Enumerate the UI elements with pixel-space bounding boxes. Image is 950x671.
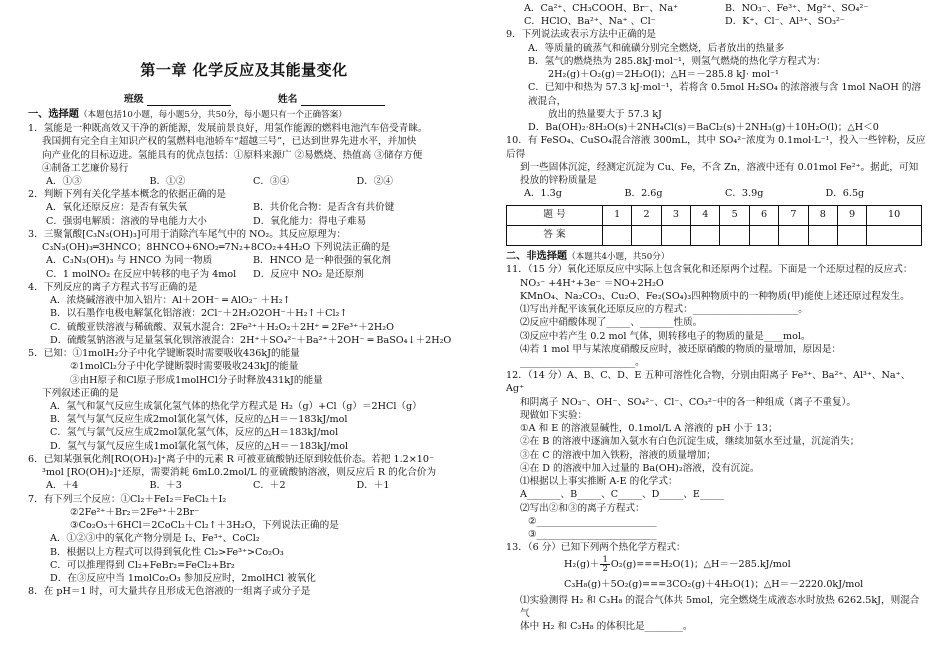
question-line: 到一些固体沉淀，经测定沉淀为 Cu、Fe，不含 Zn，溶液中还有 0.01mol Fe²⁺。据此，可知 (520, 161, 919, 173)
option-row (28, 268, 460, 281)
class-field[interactable] (147, 95, 231, 106)
question-line: NO₃⁻ +4H⁺+3e⁻ ＝NO+2H₂O (520, 277, 664, 289)
option-row (506, 15, 926, 28)
question-line: ⑵反应中硝酸体现了_____、_______性质。 (520, 317, 703, 329)
option-choice: D．6.5g (825, 188, 865, 200)
option-choice: C．强弱电解质：溶液的导电能力大小 (46, 215, 207, 227)
question-line: C₃N₃(OH)₃═3HNCO；8HNCO+6NO₂═7N₂+8CO₂+4H₂O 下列说法正确的是 (42, 242, 391, 254)
answer-table-number: 9 (837, 205, 866, 225)
option-choice: D．②④ (356, 176, 393, 187)
answer-cell[interactable] (808, 225, 837, 245)
question-line: 投放的锌粉质量是 (520, 175, 597, 187)
name-field[interactable] (301, 95, 385, 106)
question-line: 13．（6 分）已知下列两个热化学方程式： (506, 542, 686, 554)
answer-cell[interactable] (661, 225, 690, 245)
answer-table (506, 205, 922, 246)
eq1-fraction (600, 556, 609, 574)
question-line: A．浓烧碱溶液中加入铝片：Al＋2OH⁻ ═ AlO₂⁻ ＋H₂↑ (50, 295, 291, 307)
question-line: C．硫酸亚铁溶液与稀硫酸、双氧水混合：2Fe²⁺＋H₂O₂＋2H⁺ ═ 2Fe³⁺＋2H₂O (50, 321, 394, 333)
left-questions (28, 122, 460, 598)
section1-note: （本题包括10小题，每小题5分，共50分，每小题只有一个正确答案） (78, 110, 347, 121)
answer-table-number: 4 (691, 205, 720, 225)
question-line: ③在 C 的溶液中加入铁粉，溶液的质量增加； (520, 449, 716, 461)
question-line: 3．三聚氰酸[C₃N₃(OH)₃]可用于消除汽车尾气中的 NO₂。其反应原理为： (28, 228, 346, 240)
answer-table-number: 1 (603, 205, 632, 225)
right-column (506, 0, 926, 633)
question-line: C．已知中和热为 57.3 kJ·mol⁻¹，若将含 0.5mol H₂SO₄ 的浓溶液与含 1mol NaOH 的溶液混合， (528, 82, 922, 107)
option-choice: A．C₃N₃(OH)₃ 与 HNCO 为同一物质 (46, 255, 213, 267)
section2-title: 二、非选择题 (506, 249, 568, 262)
answer-cell[interactable] (867, 225, 922, 245)
q13-part1-line1: ⑴实验测得 H₂ 和 C₃H₈ 的混合气体共 5mol，完全燃烧生成液态水时放热 6262.5kJ，则混合气 (520, 594, 920, 619)
question-line: A．①②③中的氧化产物分别是 I₂、Fe³⁺、CoCl₂ (50, 533, 260, 545)
option-choice: C．3.9g (725, 188, 764, 200)
question-line: ②在 B 的溶液中逐滴加入氨水有白色沉淀生成，继续加氨水至过量，沉淀消失； (520, 436, 860, 448)
option-choice: A．①③ (46, 176, 82, 187)
question-line: A．等质量的硫蒸气和硫磺分别完全燃烧，后者放出的热量多 (528, 42, 785, 54)
name-label: 姓名 (277, 93, 298, 105)
question-line: 6．已知某强氧化剂[RO(OH)₂]⁺离子中的元素 R 可被亚硫酸钠还原到较低价态。若把 1.2×10⁻ (28, 453, 435, 465)
question-line: 2．判断下列有关化学基本概念的依据正确的是 (28, 189, 226, 201)
page-title: 第一章 化学反应及其能量变化 (140, 61, 348, 79)
option-choice: C．HClO、Ba²⁺、Na⁺ 、Cl⁻ (524, 16, 656, 28)
answer-table-number: 7 (779, 205, 808, 225)
section1-title: 一、选择题 (28, 108, 79, 121)
right-questions-top (506, 2, 926, 201)
question-line: ③由H原子和Cl原子形成1molHCl分子时释放431kJ的能量 (70, 374, 323, 386)
option-row (28, 479, 460, 492)
question-line: 下列叙述正确的是 (42, 387, 119, 399)
question-line: 11．（15 分）氧化还原反应中实际上包含氧化和还原两个过程。下面是一个还原过程的反应式： (506, 264, 913, 276)
question-line: ④制备工艺廉价易行 (42, 162, 129, 174)
question-line: C．氢气与氯气反应生成2mol氯化氢气体，反应的△H＝183kJ/mol (50, 427, 339, 439)
option-choice: A．＋4 (46, 480, 79, 492)
option-row (506, 2, 926, 15)
option-row (28, 254, 460, 267)
question-line: D．硫酸氢钠溶液与足量氢氧化钡溶液混合：2H⁺＋SO₄²⁻＋Ba²⁺＋2OH⁻ ═ BaSO₄↓＋2H₂O (50, 334, 452, 346)
option-choice: B．2.6g (624, 188, 663, 200)
option-choice: B．＋3 (149, 480, 182, 492)
option-row (28, 215, 460, 228)
option-choice: C．＋2 (253, 480, 286, 492)
section1-heading (28, 107, 460, 122)
question-line: 现做如下实验： (520, 409, 588, 421)
question-line: ⑴根据以上事实推断 A-E 的化学式： (520, 476, 678, 488)
question-line: B．氢气的燃烧热为 285.8kJ·mol⁻¹，则氢气燃烧的热化学方程式为： (528, 55, 826, 67)
question-line: 放出的热量要大于 57.3 kJ (548, 108, 662, 120)
question-line: 10．有 FeSO₄、CuSO₄混合溶液 300mL，其中 SO₄²⁻浓度为 0.1mol·L⁻¹，投入一些锌粉，反应后得 (506, 135, 926, 160)
answer-cell[interactable] (603, 225, 632, 245)
eq1-post: O₂(g)===H₂O(1)；△H＝－285.kJ/mol (610, 558, 791, 570)
option-choice: A．氧化还原反应：是否有氧失氧 (46, 202, 188, 214)
option-choice: C．③④ (253, 176, 290, 187)
question-line: 向产业化的目标迈进。氢能具有的优点包括：①原料来源广 ②易燃烧、热值高 ③储存方便 (42, 149, 423, 161)
answer-cell[interactable] (779, 225, 808, 245)
option-row (28, 201, 460, 214)
answer-cell[interactable] (749, 225, 778, 245)
option-choice: D．反应中 NO₂ 是还原剂 (253, 268, 364, 280)
question-line: ⑷若 1 mol 甲与某浓度硝酸反应时，被还原硝酸的物质的量增加，原因是： (520, 343, 842, 355)
q13-part1-line2: 体中 H₂ 和 C₃H₈ 的体积比是________。 (520, 621, 693, 633)
question-line: 4．下列反应的离子方程式书写正确的是 (28, 281, 198, 293)
question-line: D．氢气与氯气反应生成1mol氯化氢气体，反应的△H＝－183kJ/mol (50, 440, 349, 452)
question-line: 12．（14 分）A、B、C、D、E 五种可溶性化合物，分别由阳离子 Fe³⁺、Ba²⁺、Al³⁺、Na⁺、Ag⁺ (506, 370, 911, 395)
option-choice: C．1 molNO₂ 在反应中转移的电子为 4mol (46, 268, 237, 280)
question-line: B．以石墨作电极电解氯化铝溶液：2Cl⁻＋2H₂O2OH⁻＋H₂↑＋Cl₂↑ (50, 308, 348, 320)
option-choice: D．氧化能力：得电子难易 (253, 215, 367, 227)
answer-table-header-label: 题 号 (507, 205, 603, 225)
answer-table-number: 8 (808, 205, 837, 225)
question-line: ³mol [RO(OH)₂]⁺还原，需要消耗 6mL0.2mol/L 的亚硫酸钠溶液，则反应后 R 的化合价为 (42, 467, 437, 479)
thermo-equation-2: C₃H₈(g)＋5O₂(g)===3CO₂(g)＋4H₂O(1)；△H＝－2220.0kJ/mol (564, 578, 864, 590)
answer-cell[interactable] (632, 225, 661, 245)
answer-table-number: 2 (632, 205, 661, 225)
option-choice: A．1.3g (524, 188, 562, 200)
class-name-line (124, 93, 460, 107)
question-line: ⑴写出并配平该氧化还原反应的方程式：______________________。 (520, 304, 808, 316)
answer-table-number-row (507, 205, 922, 225)
question-line: 8．在 pH＝1 时，可大量共存且形成无色溶液的一组离子或分子是 (28, 586, 311, 598)
answer-table-number: 5 (720, 205, 749, 225)
question-line: 7．有下列三个反应：①Cl₂＋FeI₂＝FeCl₂＋I₂ (28, 493, 227, 505)
left-column (28, 0, 460, 599)
question-line: 1．氢能是一种既高效又干净的新能源，发展前景良好，用氢作能源的燃料电池汽车倍受青睐。 (28, 123, 428, 135)
question-line: ③_________________________ (528, 529, 657, 541)
question-line: B．氢气与氯气反应生成2mol氯化氢气体，反应的△H＝－183kJ/mol (50, 414, 348, 426)
question-line: ②1molCl₂分子中化学键断裂时需要吸收243kJ的能量 (70, 361, 299, 373)
answer-table-number: 3 (661, 205, 690, 225)
question-line: 5．已知：①1molH₂分子中化学键断裂时需要吸收436kJ的能量 (28, 348, 300, 360)
question-line: ②_________________________ (528, 515, 657, 527)
eq1-frac-den: 2 (602, 564, 608, 575)
question-line: ⑵写出②和③的离子方程式： (520, 502, 645, 514)
answer-table-number: 10 (867, 205, 922, 225)
question-line: ④在 D 的溶液中加入过量的 Ba(OH)₂溶液，没有沉淀。 (520, 462, 760, 474)
answer-table-answer-label: 答 案 (507, 225, 603, 245)
thermo-equation-1 (506, 556, 926, 574)
option-choice: D．＋1 (356, 480, 390, 492)
answer-table-answer-row (507, 225, 922, 245)
question-line: ⑶反应中若产生 0.2 mol 气体，则转移电子的物质的量是____mol。 (520, 330, 811, 342)
option-row (506, 187, 926, 200)
question-line: D．在③反应中当 1molCo₂O₃ 参加反应时，2molHCl 被氧化 (50, 573, 316, 585)
question-line: KMnO₄、Na₂CO₃、Cu₂O、Fe₂(SO₄)₃四种物质中的一种物质(甲)能使上述还原过程发生。 (520, 290, 910, 302)
question-line: A．氢气和氯气反应生成氯化氢气体的热化学方程式是 H₂（g）+Cl（g）＝2HCl（g） (50, 400, 422, 412)
option-row (28, 175, 460, 188)
answer-cell[interactable] (837, 225, 866, 245)
class-label: 班级 (124, 93, 144, 105)
question-line: D．Ba(OH)₂·8H₂O(s)＋2NH₄Cl(s)＝BaCl₂(s)＋2NH₃(g)＋10H₂O(l)；△H＜0 (528, 122, 879, 134)
question-line: B．根据以上方程式可以得到氧化性 Cl₂>Fe³⁺>Co₂O₃ (50, 546, 284, 558)
question-line: 我国拥有完全自主知识产权的氢燃料电池轿车“超越三号”，已达到世界先进水平，并加快 (42, 136, 417, 148)
answer-table-number: 6 (749, 205, 778, 225)
section2-note: （本题共4小题，共50分） (567, 251, 670, 262)
option-choice: B．①② (149, 176, 186, 187)
eq1-frac-num: 1 (602, 554, 608, 565)
question-line: A_______、B_____、C_____、D_____、E_____ (520, 489, 724, 501)
section2-heading (506, 249, 926, 264)
option-choice: B．共价化合物：是否含有共价键 (253, 202, 395, 214)
eq1-pre: H₂(g)＋ (564, 558, 600, 570)
question-line: 和阴离子 NO₃⁻、OH⁻、SO₄²⁻、Cl⁻、CO₃²⁻中的各一种组成（离子不重复）。 (520, 396, 856, 408)
question-line: C．可以推理得到 Cl₂+FeBr₂=FeCl₂+Br₂ (50, 559, 235, 571)
option-choice: A．Ca²⁺、CH₃COOH、Br⁻、Na⁺ (524, 3, 679, 14)
question-line: 2H₂(g)＋O₂(g)＝2H₂O(l)；△H＝－285.8 kJ· mol⁻¹ (548, 69, 779, 81)
answer-cell[interactable] (691, 225, 720, 245)
question-line: 9．下列说法或表示方法中正确的是 (506, 29, 657, 41)
question-line: ①A 和 E 的溶液显碱性，0.1mol/L A 溶液的 pH 小于 13； (520, 423, 778, 435)
answer-cell[interactable] (720, 225, 749, 245)
right-questions-bottom (506, 263, 926, 554)
option-choice: D．K⁺、Cl⁻、Al³⁺、SO₃²⁻ (725, 16, 845, 28)
question-line: ②2Fe²⁺＋Br₂＝2Fe³⁺＋2Br⁻ (70, 506, 200, 518)
option-choice: B．HNCO 是一种很强的氧化剂 (253, 255, 392, 267)
option-choice: B．NO₃⁻、Fe³⁺、Mg²⁺、SO₄²⁻ (725, 3, 869, 14)
question-line: ③Co₂O₃＋6HCl＝2CoCl₂＋Cl₂↑＋3H₂O，下列说法正确的是 (70, 520, 339, 532)
question-line: ________________________。 (520, 357, 645, 369)
